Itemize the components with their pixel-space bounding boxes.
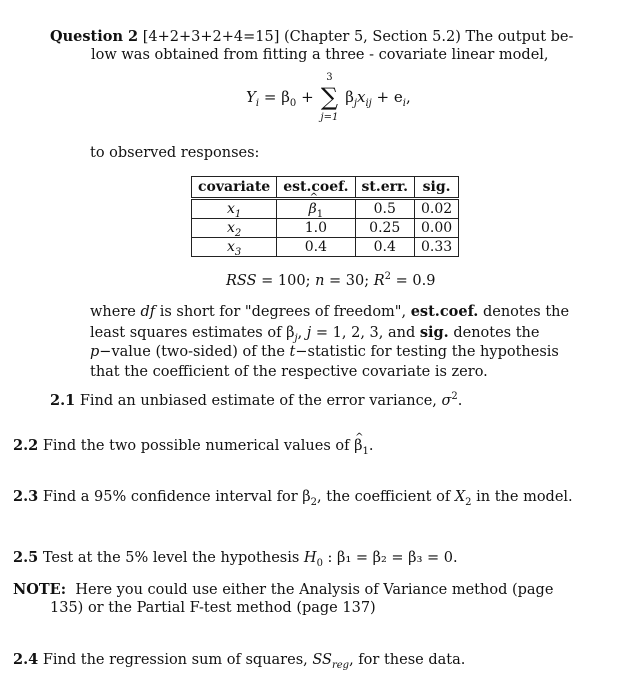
coefficient-table [191,176,459,257]
part-2-4: 2.4 Find the regression sum of squares, $SS_{reg}$, for these data. [13,651,466,671]
cell-sig: 0.02 [415,199,459,219]
question-intro-1: The output be- [465,29,574,45]
table-header-row [192,177,459,199]
note-line-2: 135) or the Partial F-test method (page 137) [50,600,376,616]
part-2-2: 2.2 Find the two possible numerical values of ^ $\beta_1$. [13,436,373,456]
part-2-5: 2.5 Test at the 5% level the hypothesis $H_0$ : β₁ = β₂ = β₃ = 0. [13,549,458,569]
table-row [192,199,459,219]
question-heading [50,27,573,47]
part-2-3: 2.3 Find a 95% confidence interval for $\beta_2$, the coefficient of $X_2$ in the model. [13,488,573,508]
cell-sig: 0.00 [415,219,459,238]
cell-covariate: $x_1$ [192,199,277,219]
cell-st-err: 0.5 [355,199,414,219]
question-reference: (Chapter 5, Section 5.2) [283,29,461,45]
question-intro-line-2: low was obtained from fitting a three - covariate linear model, [91,47,549,63]
explanation-paragraph: where df is short for "degrees of freedom", est.coef. denotes the least squares estimates of $\beta_j$, j = 1, 2, 3, and sig. denotes the p−value (two-sided) of the t−statistic for testing the hypothesis that the coefficient of the respective covariate is zero. [90,303,570,380]
cell-est-coef: 1.0 [277,219,355,238]
table-row [192,219,459,238]
fit-statistics: RSS = 100; n = 30; $R^2 = 0.9$ [226,271,436,289]
cell-sig: 0.33 [415,238,459,257]
header-sig: sig. [415,177,459,199]
cell-covariate: $x_3$ [192,238,277,257]
model-equation: $Y_i = \beta_0$ + 3 ∑ j=1 $\beta_jx_{ij} + e_i$, [246,72,411,123]
cell-est-coef: ^ $\beta_1$ [277,199,355,219]
header-covariate: covariate [192,177,277,199]
to-observed-text: to observed responses: [90,145,260,161]
table-row [192,238,459,257]
question-marks: [4+2+3+2+4=15] [142,29,280,45]
summation-symbol: 3 ∑ j=1 [320,72,339,123]
cell-st-err: 0.25 [355,219,414,238]
note-line-1: NOTE: Here you could use either the Analysis of Variance method (page [13,581,554,598]
cell-est-coef: 0.4 [277,238,355,257]
header-est-coef: est.coef. [277,177,355,199]
part-2-1: 2.1 Find an unbiased estimate of the error variance, $\sigma^2$. [50,391,463,409]
header-st-err: st.err. [355,177,414,199]
question-label: Question 2 [50,28,139,45]
cell-st-err: 0.4 [355,238,414,257]
cell-covariate: $x_2$ [192,219,277,238]
